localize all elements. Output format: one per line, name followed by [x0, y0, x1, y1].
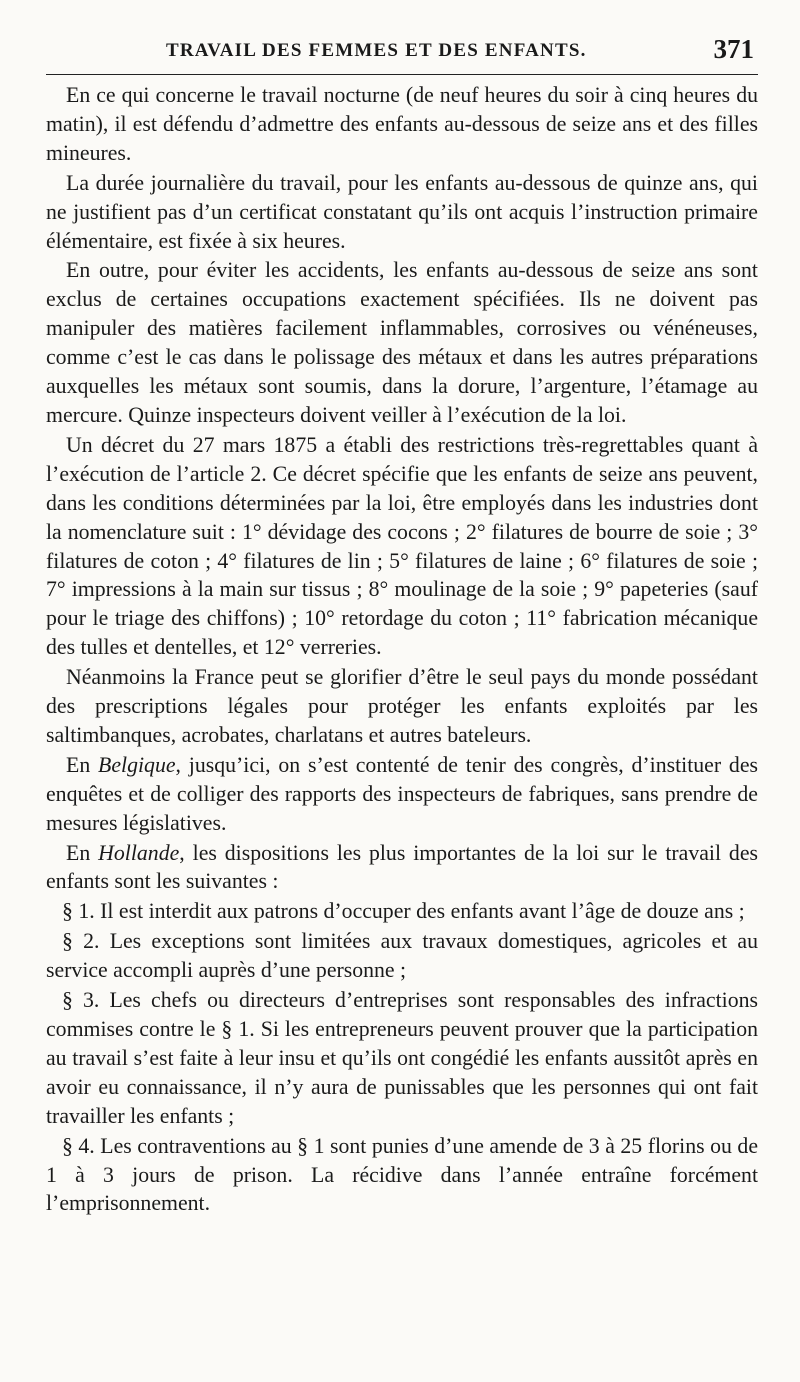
paragraph-decree: Un décret du 27 mars 1875 a établi des restrictions très-regrettables quant à l’exécution de l’article 2. Ce décret spécifie que les enfants de seize ans peuvent, dans les conditions déterminées par la loi, être employés dans les industries dont la nomenclature suit : 1° dévidage des cocons ; 2° filatures de bourre de soie ; 3° filatures de coton ; 4° filatures de lin ; 5° filatures de laine ; 6° filatures de soie ; 7° impressions à la main sur tissus ; 8° moulinage de la soie ; 9° papeteries (sauf pour le triage des chiffons) ; 10° retordage du coton ; 11° fabrication mécanique des tulles et dentelles, et 12° verreries.: [46, 432, 758, 660]
paragraph-belgium-text: , jusqu’ici, on s’est contenté de tenir des congrès, d’instituer des enquêtes et de colliger des rapports des inspecteurs de fabriques, sans prendre de mesures législatives.: [46, 752, 758, 835]
country-hollande: Hollande: [98, 840, 180, 865]
paragraph-accidents: En outre, pour éviter les accidents, les enfants au-dessous de seize ans sont exclus de certaines occupations exactement spécifiées. Ils ne doivent pas manipuler des matières facilement inflammables, corrosives ou vénéneuses, comme c’est le cas dans le polissage des métaux et dans les autres préparations auxquelles les métaux sont soumis, dans la dorure, l’argenture, l’étamage au mercure. Quinze inspecteurs doivent veiller à l’exécution de la loi.: [46, 258, 758, 427]
paragraph-holland: [46, 839, 758, 897]
paragraph-holland-text: , les dispositions les plus importantes de la loi sur le travail des enfants sont les suivantes :: [46, 840, 758, 894]
paragraph-holland-lead: En: [66, 840, 99, 865]
paragraph-belgium-lead: En: [66, 752, 99, 777]
paragraph-france: Néanmoins la France peut se glorifier d’être le seul pays du monde possédant des prescriptions légales pour protéger les enfants exploités par les saltimbanques, acrobates, charlatans et autres bateleurs.: [46, 665, 758, 747]
page-header: [46, 34, 758, 75]
running-head: TRAVAIL DES FEMMES ET DES ENFANTS.: [166, 40, 587, 61]
page-number: 371: [713, 34, 754, 64]
paragraph-daily-duration: La durée journalière du travail, pour les enfants au-dessous de quinze ans, qui ne justifient pas d’un certificat constatant qu’ils ont acquis l’instruction primaire élémentaire, est fixée à six heures.: [46, 170, 758, 253]
country-belgique: Belgique: [98, 752, 176, 777]
article-section-3: § 3. Les chefs ou directeurs d’entreprises sont responsables des infractions commises contre le § 1. Si les entrepreneurs peuvent prouver que la participation au travail s’est faite à leur insu et qu’ils ont congédié les enfants aussitôt après en avoir eu connaissance, il n’y aura de punissables que les personnes qui ont fait travailler les enfants ;: [46, 988, 758, 1128]
article-section-2: § 2. Les exceptions sont limitées aux travaux domestiques, agricoles et au service accompli auprès d’une personne ;: [46, 929, 758, 983]
article-section-1: § 1. Il est interdit aux patrons d’occuper des enfants avant l’âge de douze ans ;: [62, 899, 745, 924]
article-section-4: § 4. Les contraventions au § 1 sont punies d’une amende de 3 à 25 florins ou de 1 à 3 jours de prison. La récidive dans l’année entraîne forcément l’emprisonnement.: [46, 1133, 758, 1216]
paragraph-belgium: [46, 751, 758, 838]
paragraph-night-work: En ce qui concerne le travail nocturne (de neuf heures du soir à cinq heures du matin), il est défendu d’admettre des enfants au-dessous de seize ans et des filles mineures.: [46, 83, 758, 165]
page-body: [46, 81, 758, 1219]
